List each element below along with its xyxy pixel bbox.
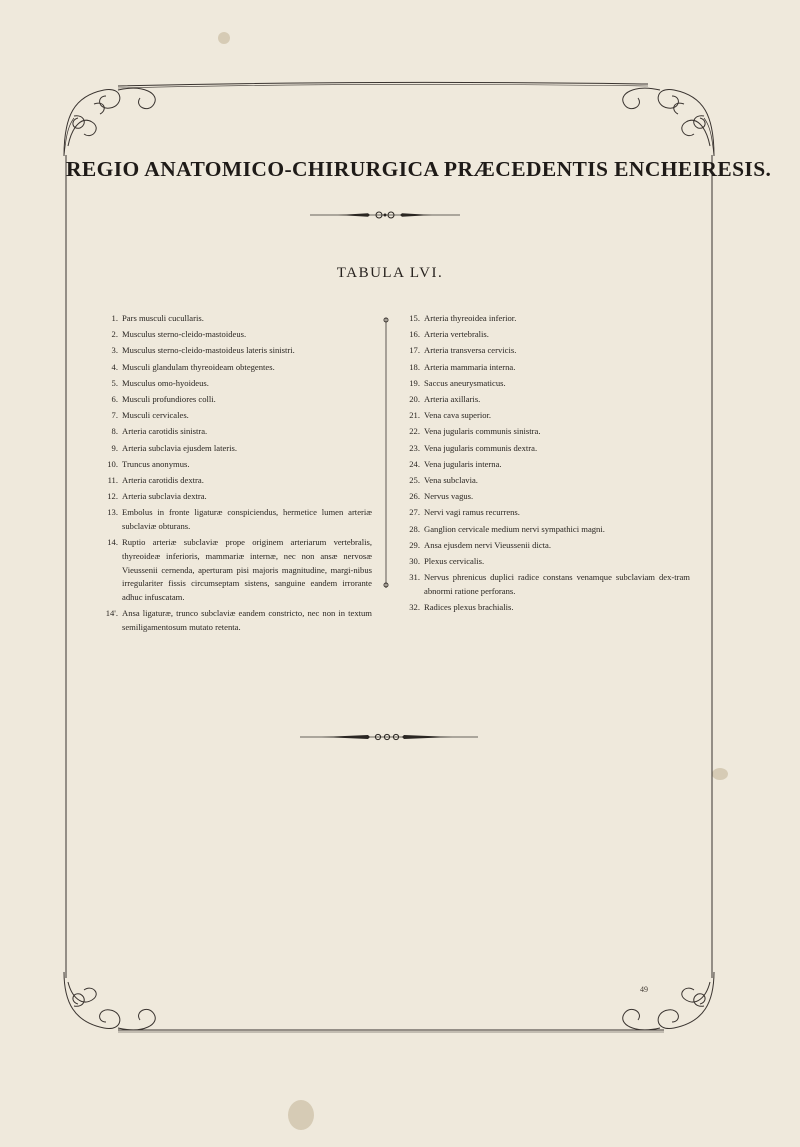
legend-item — [98, 425, 372, 439]
item-number: 29. — [409, 539, 420, 550]
lower-rule — [300, 734, 478, 739]
item-number: 32. — [409, 602, 420, 613]
item-text: Nervus phrenicus duplici radice constans venamque subclaviam dex-tram abnormi ratione perforans. — [424, 572, 690, 596]
item-number: 2. — [111, 329, 118, 340]
legend-item — [98, 312, 372, 326]
item-text: Radices plexus brachialis. — [424, 602, 514, 613]
item-number: 12. — [107, 491, 118, 502]
legend-item — [98, 377, 372, 391]
item-text: Musculi profundiores colli. — [122, 394, 216, 405]
item-number: 13. — [107, 507, 118, 518]
legend-item — [98, 361, 372, 375]
legend-item — [98, 536, 372, 605]
item-text: Saccus aneurysmaticus. — [424, 377, 506, 388]
item-number: 27. — [409, 507, 420, 518]
item-number: 14. — [107, 537, 118, 548]
legend-item — [400, 344, 690, 358]
item-text: Arteria subclavia dextra. — [122, 491, 207, 502]
legend-item — [400, 506, 690, 520]
item-number: 16. — [409, 329, 420, 340]
item-text: Musculi cervicales. — [122, 410, 189, 421]
item-number: 26. — [409, 491, 420, 502]
legend-item — [400, 409, 690, 423]
item-text: Ansa ligaturæ, trunco subclaviæ eandem constricto, nec non in textum semiligamentosum mutato retenta. — [122, 608, 372, 633]
item-number: 18. — [409, 361, 420, 372]
legend-item — [98, 344, 372, 358]
plate-title: REGIO ANATOMICO-CHIRURGICA PRÆCEDENTIS ENCHEIRESIS. — [66, 157, 772, 181]
item-text: Ansa ejusdem nervi Vieussenii dicta. — [424, 539, 552, 550]
item-number: 14'. — [105, 608, 118, 619]
item-text: Vena jugularis communis dextra. — [424, 442, 538, 453]
item-number: 3. — [111, 345, 118, 356]
item-text: Arteria axillaris. — [424, 394, 481, 405]
item-number: 4. — [111, 361, 118, 372]
item-text: Ganglion cervicale medium nervi sympathici magni. — [424, 523, 605, 534]
legend-item — [98, 458, 372, 472]
item-number: 5. — [111, 377, 118, 388]
item-text: Embolus in fronte ligaturæ conspiciendus, hermetice lumen arteriæ subclaviæ obturans. — [122, 507, 372, 532]
legend-item — [98, 442, 372, 456]
item-number: 19. — [409, 377, 420, 388]
legend-item — [400, 442, 690, 456]
legend-item — [98, 474, 372, 488]
item-text: Vena subclavia. — [424, 475, 478, 486]
legend-item — [98, 393, 372, 407]
legend-item — [98, 328, 372, 342]
title-rule — [310, 212, 460, 218]
item-number: 8. — [111, 426, 118, 437]
item-number: 31. — [409, 572, 420, 583]
legend-item — [400, 474, 690, 488]
item-number: 6. — [111, 394, 118, 405]
legend-item — [400, 555, 690, 569]
legend-item — [400, 571, 690, 598]
item-text: Vena jugularis communis sinistra. — [424, 426, 541, 437]
plate-subtitle: TABULA LVI. — [336, 265, 444, 281]
item-text: Vena jugularis interna. — [424, 458, 502, 469]
legend-item — [400, 601, 690, 615]
item-text: Nervi vagi ramus recurrens. — [424, 507, 520, 518]
item-number: 7. — [111, 410, 118, 421]
item-number: 9. — [111, 442, 118, 453]
item-text: Musculi glandulam thyreoideam obtegentes. — [122, 361, 275, 372]
item-number: 24. — [409, 458, 420, 469]
legend-item — [98, 490, 372, 504]
item-text: Musculus sterno-cleido-mastoideus lateris sinistri. — [122, 345, 295, 356]
legend-left-column — [98, 312, 372, 635]
legend-item — [400, 490, 690, 504]
legend-item — [400, 361, 690, 375]
item-number: 22. — [409, 426, 420, 437]
item-text: Pars musculi cucullaris. — [122, 313, 204, 323]
item-number: 11. — [107, 475, 118, 486]
item-text: Vena cava superior. — [424, 410, 492, 421]
legend-item — [400, 312, 690, 326]
item-text: Musculus sterno-cleido-mastoideus. — [122, 329, 247, 340]
item-text: Arteria carotidis sinistra. — [122, 426, 208, 437]
page-number: 49 — [640, 985, 648, 994]
item-number: 15. — [409, 313, 420, 323]
legend-item — [98, 409, 372, 423]
item-text: Truncus anonymus. — [122, 458, 190, 469]
item-text: Arteria carotidis dextra. — [122, 475, 204, 486]
item-text: Musculus omo-hyoideus. — [122, 377, 209, 388]
legend-item — [400, 523, 690, 537]
item-number: 10. — [107, 458, 118, 469]
legend-item — [400, 328, 690, 342]
item-text: Ruptio arteriæ subclaviæ prope originem arteriarum vertebralis, thyreoideæ inferioris, mammariæ internæ, nec non ansæ nervosæ Vieussenii cernenda, aperturam pisi majoris magnitudine, margi-nibus irregulariter fissis circumseptam sistens, sanguine eandem irrorante adhuc infuscatam. — [122, 537, 372, 603]
item-number: 17. — [409, 345, 420, 356]
item-text: Arteria subclavia ejusdem lateris. — [122, 442, 238, 453]
item-number: 1. — [111, 313, 118, 323]
item-number: 23. — [409, 442, 420, 453]
item-number: 28. — [409, 523, 420, 534]
item-number: 30. — [409, 556, 420, 567]
item-number: 25. — [409, 475, 420, 486]
legend-item — [98, 506, 372, 533]
item-text: Nervus vagus. — [424, 491, 474, 502]
item-text: Plexus cervicalis. — [424, 556, 485, 567]
legend-item — [98, 607, 372, 634]
item-text: Arteria vertebralis. — [424, 329, 489, 340]
legend-item — [400, 393, 690, 407]
legend-right-column — [400, 312, 690, 615]
legend-item — [400, 377, 690, 391]
item-text: Arteria mammaria interna. — [424, 361, 516, 372]
legend-item — [400, 539, 690, 553]
legend-item — [400, 458, 690, 472]
item-text: Arteria thyreoidea inferior. — [424, 313, 517, 323]
item-text: Arteria transversa cervicis. — [424, 345, 517, 356]
legend-item — [400, 425, 690, 439]
item-number: 21. — [409, 410, 420, 421]
item-number: 20. — [409, 394, 420, 405]
